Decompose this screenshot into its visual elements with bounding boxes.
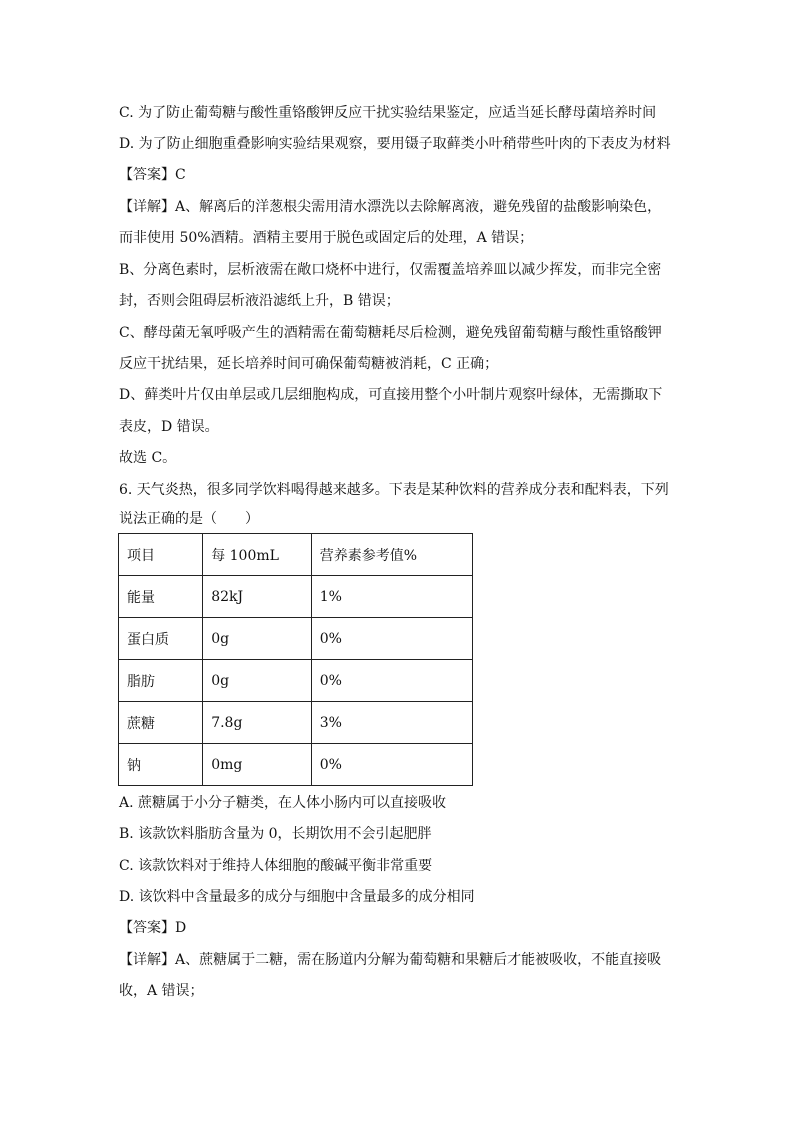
table-cell: 蛋白质 bbox=[119, 618, 203, 660]
explanation-line: 而非使用 50%酒精。酒精主要用于脱色或固定后的处理，A 错误； bbox=[119, 230, 534, 246]
option-d-text: D. 该饮料中含量最多的成分与细胞中含量最多的成分相同 bbox=[119, 889, 475, 905]
explanation-line: 表皮，D 错误。 bbox=[119, 419, 219, 435]
option-c-text: C. 该款饮料对于维持人体细胞的酸碱平衡非常重要 bbox=[119, 858, 433, 874]
table-header-cell: 每 100mL bbox=[203, 534, 312, 576]
table-cell: 能量 bbox=[119, 576, 203, 618]
explanation-line: 封，否则会阻碍层析液沿滤纸上升，B 错误； bbox=[119, 293, 400, 309]
table-cell: 7.8g bbox=[203, 702, 312, 744]
conclusion-line: 故选 C。 bbox=[119, 450, 177, 466]
table-row bbox=[119, 744, 473, 786]
table-cell: 0g bbox=[203, 660, 312, 702]
table-header-row bbox=[119, 534, 473, 576]
table-header-cell: 营养素参考值% bbox=[311, 534, 472, 576]
table-cell: 蔗糖 bbox=[119, 702, 203, 744]
answer-label: 【答案】C bbox=[119, 167, 186, 183]
table-cell: 脂肪 bbox=[119, 660, 203, 702]
option-c-text: C. 为了防止葡萄糖与酸性重铬酸钾反应干扰实验结果鉴定，应适当延长酵母菌培养时间 bbox=[119, 105, 657, 121]
table-cell: 0% bbox=[311, 618, 472, 660]
option-a-text: A. 蔗糖属于小分子糖类，在人体小肠内可以直接吸收 bbox=[119, 795, 447, 811]
explanation-line: B、分离色素时，层析液需在敞口烧杯中进行，仅需覆盖培养皿以减少挥发，而非完全密 bbox=[119, 262, 662, 278]
table-cell: 0g bbox=[203, 618, 312, 660]
table-cell: 0% bbox=[311, 660, 472, 702]
answer-label: 【答案】D bbox=[119, 920, 187, 936]
table-cell: 82kJ bbox=[203, 576, 312, 618]
explanation-line: 【详解】A、蔗糖属于二糖，需在肠道内分解为葡萄糖和果糖后才能被吸收，不能直接吸 bbox=[119, 952, 662, 968]
option-b-text: B. 该款饮料脂肪含量为 0，长期饮用不会引起肥胖 bbox=[119, 826, 432, 842]
table-row bbox=[119, 702, 473, 744]
explanation-line: 收，A 错误； bbox=[119, 983, 204, 999]
question-6-stem: 说法正确的是（ ） bbox=[119, 511, 259, 527]
explanation-line: D、藓类叶片仅由单层或几层细胞构成，可直接用整个小叶制片观察叶绿体，无需撕取下 bbox=[119, 387, 663, 403]
table-row bbox=[119, 618, 473, 660]
table-row bbox=[119, 660, 473, 702]
table-cell: 0% bbox=[311, 744, 472, 786]
table-cell: 3% bbox=[311, 702, 472, 744]
table-row bbox=[119, 576, 473, 618]
table-cell: 1% bbox=[311, 576, 472, 618]
table-header-cell: 项目 bbox=[119, 534, 203, 576]
explanation-line: C、酵母菌无氧呼吸产生的酒精需在葡萄糖耗尽后检测，避免残留葡萄糖与酸性重铬酸钾 bbox=[119, 325, 662, 341]
nutrition-table bbox=[118, 533, 473, 786]
question-6-stem: 6. 天气炎热，很多同学饮料喝得越来越多。下表是某种饮料的营养成分表和配料表，下列 bbox=[119, 482, 669, 498]
explanation-line: 【详解】A、解离后的洋葱根尖需用清水漂洗以去除解离液，避免残留的盐酸影响染色， bbox=[119, 199, 662, 215]
option-d-text: D. 为了防止细胞重叠影响实验结果观察，要用镊子取藓类小叶稍带些叶肉的下表皮为材料 bbox=[119, 136, 671, 152]
table-cell: 0mg bbox=[203, 744, 312, 786]
table-cell: 钠 bbox=[119, 744, 203, 786]
explanation-line: 反应干扰结果，延长培养时间可确保葡萄糖被消耗，C 正确； bbox=[119, 356, 499, 372]
